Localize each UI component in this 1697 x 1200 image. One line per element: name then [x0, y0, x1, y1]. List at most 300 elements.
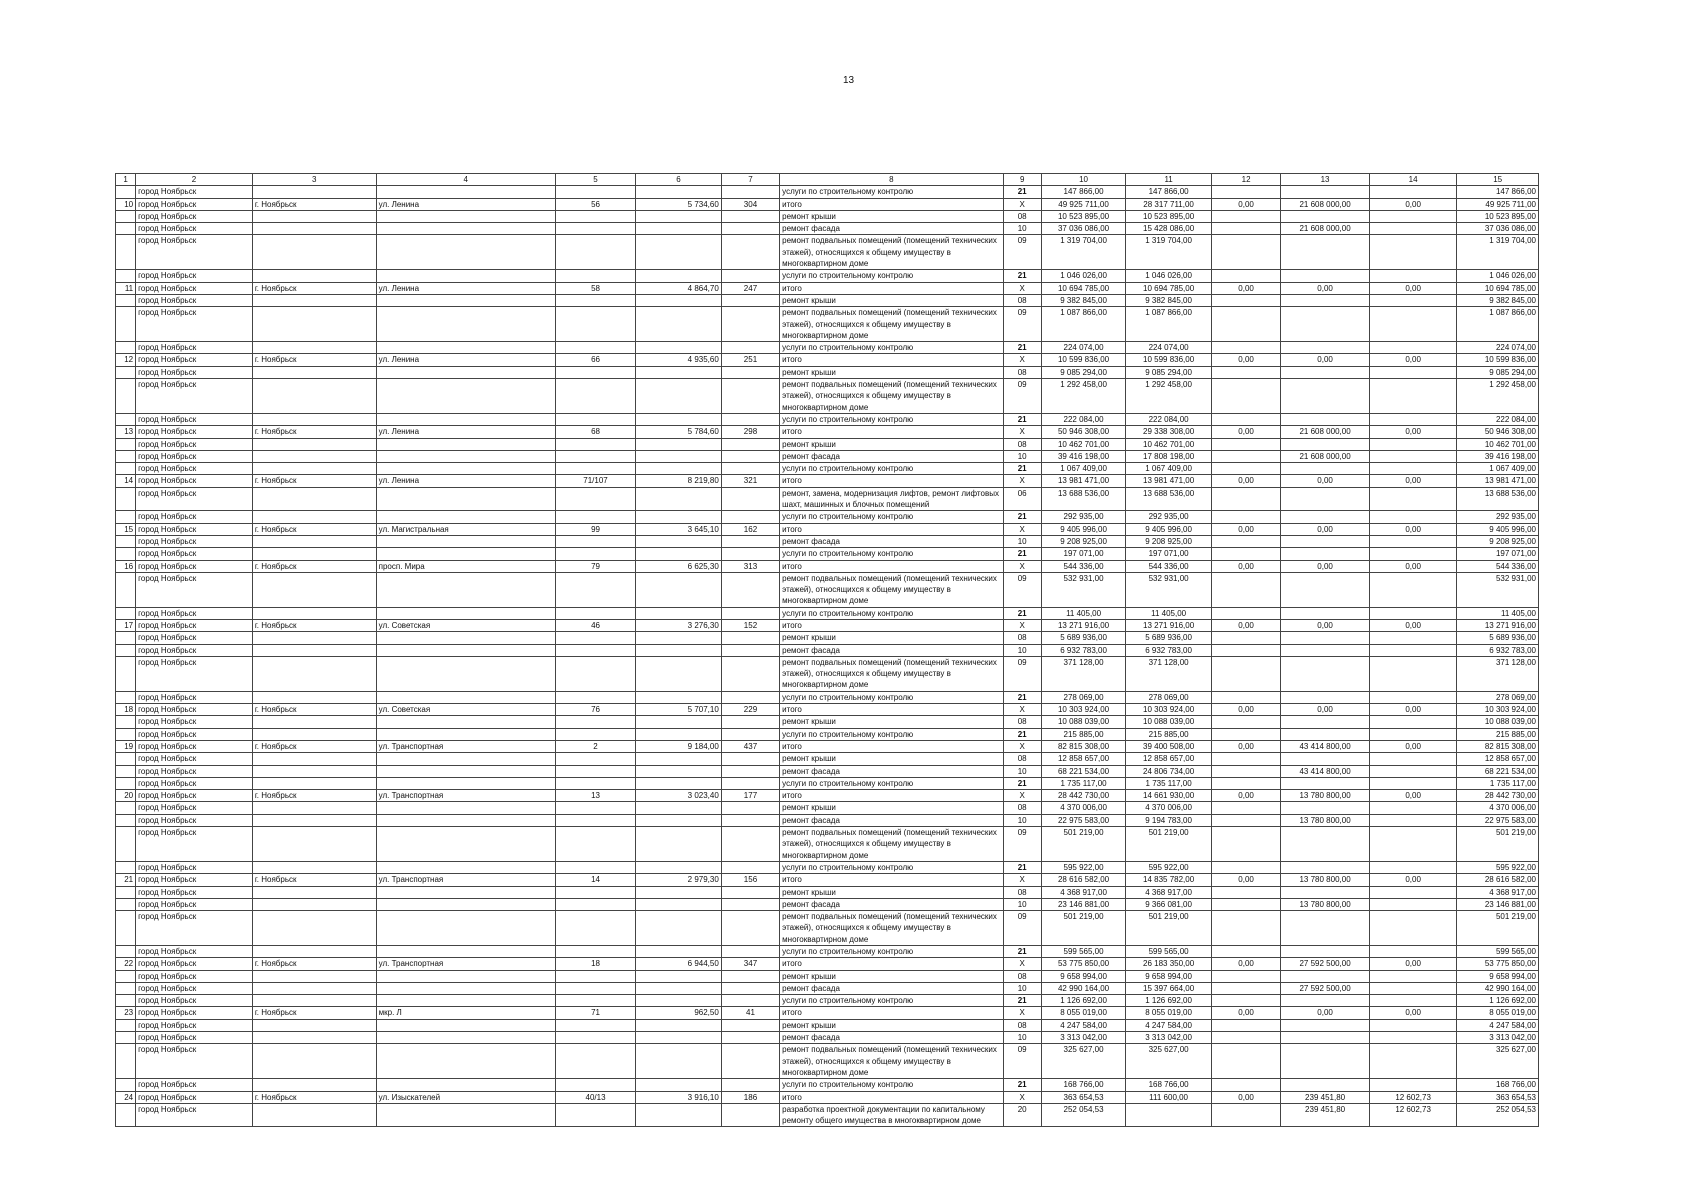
cell-federal-funds — [1211, 1032, 1280, 1044]
cell-total: 8 055 019,00 — [1457, 1007, 1539, 1019]
cell-total: 1 046 026,00 — [1457, 270, 1539, 282]
cell-other-funds — [1369, 342, 1457, 354]
cell-work-code: 10 — [1003, 982, 1041, 994]
cell-work-code: 21 — [1003, 270, 1041, 282]
cell-owners-funds — [1281, 946, 1370, 958]
table-row — [116, 426, 1539, 438]
cell-street — [376, 438, 555, 450]
cell-work-code: X — [1003, 874, 1041, 886]
cell-residents — [721, 656, 779, 691]
cell-owners-funds: 43 414 800,00 — [1281, 765, 1370, 777]
cell-house-number — [555, 1044, 636, 1079]
cell-work-code: 20 — [1003, 1103, 1041, 1127]
cell-total: 292 935,00 — [1457, 511, 1539, 523]
cell-street — [376, 886, 555, 898]
cell-work-code: 08 — [1003, 366, 1041, 378]
cell-residents: 186 — [721, 1091, 779, 1103]
cell-total-cost: 4 368 917,00 — [1041, 886, 1126, 898]
cell-municipality: город Ноябрьск — [136, 572, 253, 607]
cell-federal-funds — [1211, 765, 1280, 777]
table-row — [116, 728, 1539, 740]
cell-total-cost: 9 085 294,00 — [1041, 366, 1126, 378]
cell-total: 39 416 198,00 — [1457, 450, 1539, 462]
cell-total: 224 074,00 — [1457, 342, 1539, 354]
cell-residents — [721, 223, 779, 235]
cell-work-type: итого — [780, 426, 1003, 438]
cell-municipality: город Ноябрьск — [136, 548, 253, 560]
cell-owners-funds — [1281, 413, 1370, 425]
cell-house-number — [555, 413, 636, 425]
cell-municipality: город Ноябрьск — [136, 366, 253, 378]
cell-municipality: город Ноябрьск — [136, 560, 253, 572]
cell-work-code: 08 — [1003, 294, 1041, 306]
cell-regional-fund: 501 219,00 — [1126, 827, 1212, 862]
cell-settlement — [252, 1079, 376, 1091]
cell-federal-funds — [1211, 632, 1280, 644]
cell-municipality: город Ноябрьск — [136, 946, 253, 958]
cell-house-number: 56 — [555, 198, 636, 210]
cell-total: 10 523 895,00 — [1457, 210, 1539, 222]
cell-other-funds: 0,00 — [1369, 958, 1457, 970]
cell-row-number: 20 — [116, 790, 136, 802]
cell-work-type: ремонт фасада — [780, 898, 1003, 910]
cell-total: 49 925 711,00 — [1457, 198, 1539, 210]
cell-federal-funds — [1211, 235, 1280, 270]
cell-house-number — [555, 632, 636, 644]
cell-total: 1 292 458,00 — [1457, 379, 1539, 414]
cell-settlement — [252, 572, 376, 607]
column-header-15: 15 — [1457, 174, 1539, 186]
cell-row-number: 17 — [116, 619, 136, 631]
table-row — [116, 354, 1539, 366]
cell-row-number: 24 — [116, 1091, 136, 1103]
cell-federal-funds — [1211, 995, 1280, 1007]
table-row — [116, 898, 1539, 910]
cell-regional-fund: 1 735 117,00 — [1126, 777, 1212, 789]
cell-total: 10 694 785,00 — [1457, 282, 1539, 294]
cell-settlement — [252, 1032, 376, 1044]
cell-settlement: г. Ноябрьск — [252, 475, 376, 487]
cell-other-funds — [1369, 413, 1457, 425]
cell-federal-funds — [1211, 342, 1280, 354]
cell-work-type: итого — [780, 198, 1003, 210]
cell-total: 252 054,53 — [1457, 1103, 1539, 1127]
table-row — [116, 535, 1539, 547]
table-row — [116, 753, 1539, 765]
cell-area: 5 707,10 — [636, 704, 722, 716]
cell-municipality: город Ноябрьск — [136, 210, 253, 222]
cell-federal-funds — [1211, 728, 1280, 740]
cell-owners-funds — [1281, 886, 1370, 898]
cell-row-number — [116, 982, 136, 994]
cell-other-funds — [1369, 691, 1457, 703]
cell-total-cost: 9 208 925,00 — [1041, 535, 1126, 547]
cell-work-type: итого — [780, 560, 1003, 572]
cell-residents — [721, 572, 779, 607]
cell-street — [376, 450, 555, 462]
cell-row-number — [116, 753, 136, 765]
cell-work-code: 21 — [1003, 413, 1041, 425]
cell-federal-funds: 0,00 — [1211, 958, 1280, 970]
cell-area: 2 979,30 — [636, 874, 722, 886]
cell-residents: 437 — [721, 740, 779, 752]
cell-residents: 41 — [721, 1007, 779, 1019]
cell-municipality: город Ноябрьск — [136, 728, 253, 740]
cell-work-type: ремонт подвальных помещений (помещений технических этажей), относящихся к общему имуществу в многоквартирном доме — [780, 572, 1003, 607]
cell-residents: 247 — [721, 282, 779, 294]
cell-area — [636, 716, 722, 728]
cell-area: 6 625,30 — [636, 560, 722, 572]
cell-house-number — [555, 728, 636, 740]
cell-regional-fund: 12 858 657,00 — [1126, 753, 1212, 765]
cell-work-code: 10 — [1003, 644, 1041, 656]
cell-settlement — [252, 753, 376, 765]
cell-municipality: город Ноябрьск — [136, 450, 253, 462]
cell-work-type: услуги по строительному контролю — [780, 728, 1003, 740]
cell-area: 9 184,00 — [636, 740, 722, 752]
cell-row-number — [116, 898, 136, 910]
cell-settlement: г. Ноябрьск — [252, 560, 376, 572]
cell-owners-funds — [1281, 1019, 1370, 1031]
cell-owners-funds — [1281, 1032, 1370, 1044]
column-header-12: 12 — [1211, 174, 1280, 186]
cell-other-funds — [1369, 802, 1457, 814]
cell-total: 9 405 996,00 — [1457, 523, 1539, 535]
cell-row-number: 21 — [116, 874, 136, 886]
cell-work-type: итого — [780, 619, 1003, 631]
cell-total-cost: 50 946 308,00 — [1041, 426, 1126, 438]
cell-total-cost: 22 975 583,00 — [1041, 814, 1126, 826]
cell-street — [376, 1103, 555, 1127]
cell-work-code: 21 — [1003, 511, 1041, 523]
cell-total-cost: 501 219,00 — [1041, 911, 1126, 946]
cell-municipality: город Ноябрьск — [136, 777, 253, 789]
cell-street: ул. Транспортная — [376, 740, 555, 752]
table-row — [116, 740, 1539, 752]
cell-work-code: 10 — [1003, 898, 1041, 910]
cell-owners-funds — [1281, 861, 1370, 873]
cell-area — [636, 210, 722, 222]
cell-house-number — [555, 802, 636, 814]
cell-regional-fund: 4 370 006,00 — [1126, 802, 1212, 814]
cell-work-code: 10 — [1003, 814, 1041, 826]
cell-total: 68 221 534,00 — [1457, 765, 1539, 777]
cell-total-cost: 28 616 582,00 — [1041, 874, 1126, 886]
cell-regional-fund: 3 313 042,00 — [1126, 1032, 1212, 1044]
table-row — [116, 632, 1539, 644]
cell-work-code: X — [1003, 1007, 1041, 1019]
cell-work-code: 08 — [1003, 970, 1041, 982]
cell-municipality: город Ноябрьск — [136, 982, 253, 994]
cell-area — [636, 342, 722, 354]
cell-residents — [721, 307, 779, 342]
cell-area — [636, 728, 722, 740]
cell-total: 1 735 117,00 — [1457, 777, 1539, 789]
cell-residents — [721, 450, 779, 462]
cell-residents — [721, 827, 779, 862]
cell-residents — [721, 548, 779, 560]
cell-owners-funds — [1281, 342, 1370, 354]
cell-work-type: итого — [780, 704, 1003, 716]
cell-street — [376, 511, 555, 523]
cell-house-number — [555, 656, 636, 691]
cell-regional-fund: 9 208 925,00 — [1126, 535, 1212, 547]
cell-other-funds — [1369, 572, 1457, 607]
cell-owners-funds — [1281, 487, 1370, 511]
cell-other-funds: 0,00 — [1369, 426, 1457, 438]
cell-total-cost: 501 219,00 — [1041, 827, 1126, 862]
cell-residents — [721, 814, 779, 826]
cell-regional-fund: 9 366 081,00 — [1126, 898, 1212, 910]
cell-other-funds: 12 602,73 — [1369, 1091, 1457, 1103]
cell-other-funds — [1369, 438, 1457, 450]
cell-total-cost: 595 922,00 — [1041, 861, 1126, 873]
cell-municipality: город Ноябрьск — [136, 619, 253, 631]
cell-federal-funds: 0,00 — [1211, 619, 1280, 631]
cell-row-number — [116, 716, 136, 728]
table-row — [116, 886, 1539, 898]
cell-owners-funds — [1281, 716, 1370, 728]
cell-street — [376, 898, 555, 910]
cell-street — [376, 716, 555, 728]
cell-other-funds — [1369, 814, 1457, 826]
cell-house-number: 14 — [555, 874, 636, 886]
cell-total-cost: 1 046 026,00 — [1041, 270, 1126, 282]
cell-total-cost: 39 416 198,00 — [1041, 450, 1126, 462]
table-row — [116, 777, 1539, 789]
cell-owners-funds — [1281, 644, 1370, 656]
cell-owners-funds — [1281, 548, 1370, 560]
cell-total-cost: 42 990 164,00 — [1041, 982, 1126, 994]
cell-residents: 177 — [721, 790, 779, 802]
cell-owners-funds: 21 608 000,00 — [1281, 223, 1370, 235]
cell-house-number — [555, 982, 636, 994]
cell-federal-funds: 0,00 — [1211, 704, 1280, 716]
cell-row-number — [116, 911, 136, 946]
cell-work-code: 08 — [1003, 632, 1041, 644]
cell-street — [376, 982, 555, 994]
cell-street — [376, 487, 555, 511]
cell-street — [376, 728, 555, 740]
table-row — [116, 198, 1539, 210]
cell-total-cost: 1 126 692,00 — [1041, 995, 1126, 1007]
cell-regional-fund: 544 336,00 — [1126, 560, 1212, 572]
cell-total-cost: 10 599 836,00 — [1041, 354, 1126, 366]
cell-house-number — [555, 379, 636, 414]
cell-work-type: ремонт подвальных помещений (помещений технических этажей), относящихся к общему имуществу в многоквартирном доме — [780, 235, 1003, 270]
cell-federal-funds: 0,00 — [1211, 874, 1280, 886]
cell-area — [636, 898, 722, 910]
cell-municipality: город Ноябрьск — [136, 607, 253, 619]
cell-other-funds: 0,00 — [1369, 354, 1457, 366]
cell-regional-fund: 39 400 508,00 — [1126, 740, 1212, 752]
cell-total-cost: 4 247 584,00 — [1041, 1019, 1126, 1031]
cell-residents — [721, 753, 779, 765]
cell-other-funds — [1369, 270, 1457, 282]
cell-municipality: город Ноябрьск — [136, 861, 253, 873]
cell-row-number — [116, 438, 136, 450]
cell-municipality: город Ноябрьск — [136, 1019, 253, 1031]
cell-total-cost: 3 313 042,00 — [1041, 1032, 1126, 1044]
cell-municipality: город Ноябрьск — [136, 802, 253, 814]
cell-settlement — [252, 716, 376, 728]
cell-owners-funds — [1281, 827, 1370, 862]
cell-area — [636, 1032, 722, 1044]
cell-regional-fund: 1 319 704,00 — [1126, 235, 1212, 270]
cell-residents — [721, 982, 779, 994]
cell-total-cost: 13 981 471,00 — [1041, 475, 1126, 487]
cell-total-cost: 215 885,00 — [1041, 728, 1126, 740]
cell-row-number — [116, 572, 136, 607]
cell-other-funds — [1369, 1044, 1457, 1079]
table-row — [116, 366, 1539, 378]
cell-work-code: 09 — [1003, 235, 1041, 270]
column-header-14: 14 — [1369, 174, 1457, 186]
cell-residents — [721, 970, 779, 982]
cell-settlement — [252, 632, 376, 644]
cell-street: ул. Ленина — [376, 198, 555, 210]
cell-house-number: 66 — [555, 354, 636, 366]
cell-area — [636, 379, 722, 414]
cell-total-cost: 147 866,00 — [1041, 186, 1126, 198]
cell-total: 1 319 704,00 — [1457, 235, 1539, 270]
table-row — [116, 1044, 1539, 1079]
cell-house-number — [555, 366, 636, 378]
cell-federal-funds: 0,00 — [1211, 282, 1280, 294]
cell-total-cost: 23 146 881,00 — [1041, 898, 1126, 910]
cell-house-number: 76 — [555, 704, 636, 716]
cell-total-cost: 371 128,00 — [1041, 656, 1126, 691]
cell-municipality: город Ноябрьск — [136, 307, 253, 342]
table-row — [116, 560, 1539, 572]
table-row — [116, 995, 1539, 1007]
cell-area — [636, 982, 722, 994]
cell-work-code: 08 — [1003, 753, 1041, 765]
cell-regional-fund: 147 866,00 — [1126, 186, 1212, 198]
table-row — [116, 282, 1539, 294]
cell-other-funds — [1369, 235, 1457, 270]
cell-street — [376, 379, 555, 414]
cell-owners-funds — [1281, 632, 1370, 644]
table-row — [116, 982, 1539, 994]
cell-house-number: 18 — [555, 958, 636, 970]
cell-other-funds — [1369, 827, 1457, 862]
cell-owners-funds: 21 608 000,00 — [1281, 450, 1370, 462]
cell-residents: 313 — [721, 560, 779, 572]
cell-work-type: ремонт, замена, модернизация лифтов, ремонт лифтовых шахт, машинных и блочных помещений — [780, 487, 1003, 511]
cell-area — [636, 995, 722, 1007]
cell-total-cost: 252 054,53 — [1041, 1103, 1126, 1127]
cell-house-number — [555, 210, 636, 222]
table-row — [116, 1019, 1539, 1031]
cell-area — [636, 1044, 722, 1079]
table-row — [116, 874, 1539, 886]
cell-area — [636, 946, 722, 958]
cell-municipality: город Ноябрьск — [136, 1103, 253, 1127]
cell-municipality: город Ноябрьск — [136, 790, 253, 802]
cell-residents — [721, 898, 779, 910]
cell-settlement — [252, 995, 376, 1007]
table-row — [116, 1032, 1539, 1044]
cell-work-code: 08 — [1003, 210, 1041, 222]
cell-area — [636, 911, 722, 946]
cell-municipality: город Ноябрьск — [136, 487, 253, 511]
table-row — [116, 413, 1539, 425]
cell-owners-funds: 0,00 — [1281, 354, 1370, 366]
cell-row-number — [116, 210, 136, 222]
cell-total: 28 616 582,00 — [1457, 874, 1539, 886]
cell-street — [376, 995, 555, 1007]
cell-work-type: услуги по строительному контролю — [780, 342, 1003, 354]
cell-row-number — [116, 656, 136, 691]
cell-house-number — [555, 450, 636, 462]
table-row — [116, 958, 1539, 970]
cell-work-type: ремонт крыши — [780, 366, 1003, 378]
cell-settlement — [252, 438, 376, 450]
cell-municipality: город Ноябрьск — [136, 704, 253, 716]
repair-register-table — [115, 173, 1539, 1127]
cell-residents — [721, 777, 779, 789]
cell-residents — [721, 294, 779, 306]
cell-regional-fund: 13 981 471,00 — [1126, 475, 1212, 487]
cell-total-cost: 10 462 701,00 — [1041, 438, 1126, 450]
cell-residents — [721, 342, 779, 354]
cell-work-code: X — [1003, 1091, 1041, 1103]
cell-total: 42 990 164,00 — [1457, 982, 1539, 994]
cell-total-cost: 9 658 994,00 — [1041, 970, 1126, 982]
cell-owners-funds: 27 592 500,00 — [1281, 958, 1370, 970]
cell-municipality: город Ноябрьск — [136, 294, 253, 306]
cell-other-funds: 0,00 — [1369, 198, 1457, 210]
cell-settlement — [252, 777, 376, 789]
cell-row-number — [116, 765, 136, 777]
cell-row-number — [116, 1044, 136, 1079]
cell-work-code: 08 — [1003, 438, 1041, 450]
cell-settlement — [252, 982, 376, 994]
cell-other-funds: 0,00 — [1369, 619, 1457, 631]
cell-row-number — [116, 861, 136, 873]
cell-total: 501 219,00 — [1457, 827, 1539, 862]
cell-regional-fund: 9 194 783,00 — [1126, 814, 1212, 826]
cell-settlement: г. Ноябрьск — [252, 523, 376, 535]
cell-street — [376, 691, 555, 703]
cell-row-number: 15 — [116, 523, 136, 535]
cell-regional-fund: 5 689 936,00 — [1126, 632, 1212, 644]
cell-street — [376, 656, 555, 691]
cell-settlement: г. Ноябрьск — [252, 1091, 376, 1103]
cell-owners-funds: 0,00 — [1281, 704, 1370, 716]
cell-other-funds: 0,00 — [1369, 282, 1457, 294]
table-row — [116, 379, 1539, 414]
cell-work-type: услуги по строительному контролю — [780, 270, 1003, 282]
cell-work-type: ремонт подвальных помещений (помещений технических этажей), относящихся к общему имуществу в многоквартирном доме — [780, 1044, 1003, 1079]
cell-area: 962,50 — [636, 1007, 722, 1019]
cell-total: 9 208 925,00 — [1457, 535, 1539, 547]
cell-owners-funds — [1281, 911, 1370, 946]
cell-total: 501 219,00 — [1457, 911, 1539, 946]
column-header-11: 11 — [1126, 174, 1212, 186]
cell-work-code: 21 — [1003, 946, 1041, 958]
table-row — [116, 450, 1539, 462]
cell-street — [376, 861, 555, 873]
cell-regional-fund: 325 627,00 — [1126, 1044, 1212, 1079]
cell-work-code: 08 — [1003, 716, 1041, 728]
cell-work-code: 21 — [1003, 1079, 1041, 1091]
cell-federal-funds: 0,00 — [1211, 426, 1280, 438]
cell-total-cost: 224 074,00 — [1041, 342, 1126, 354]
cell-owners-funds — [1281, 656, 1370, 691]
cell-total-cost: 10 523 895,00 — [1041, 210, 1126, 222]
